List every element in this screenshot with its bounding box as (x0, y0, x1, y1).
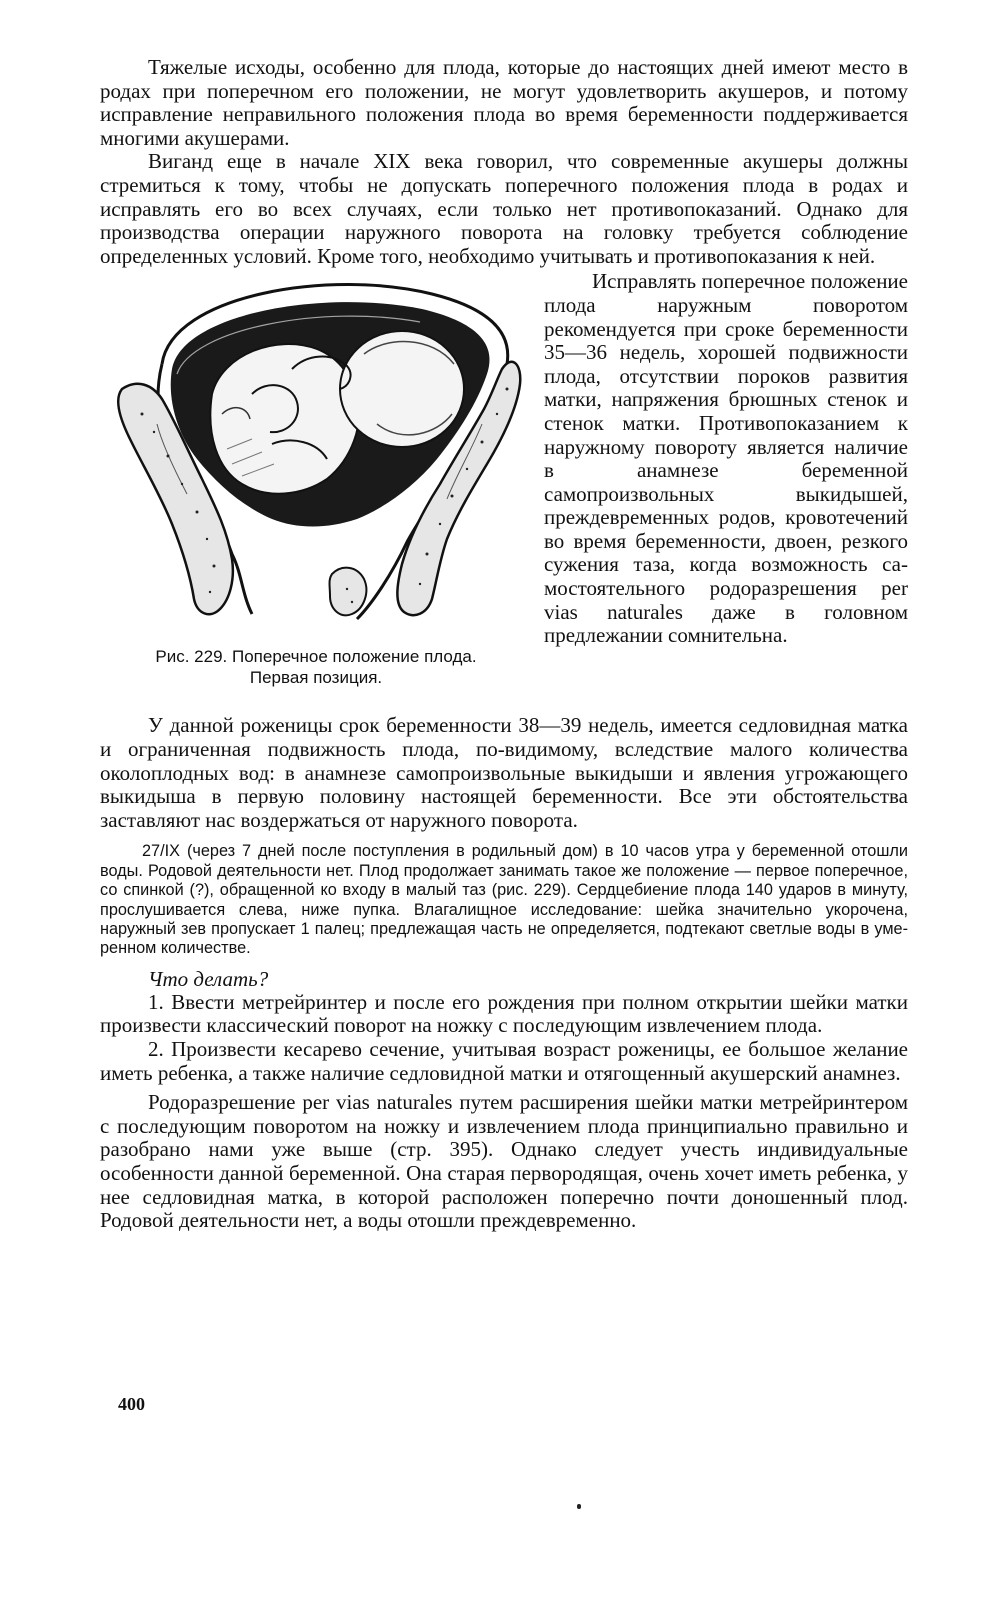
figure-229 (100, 274, 532, 714)
figure-caption (100, 646, 532, 688)
question-heading: Что делать? (148, 966, 269, 991)
paragraph-1: Тяжелые исходы, особенно для плода, которые до настоящих дней имеют место в родах при поперечном его положении, не могут удовлетворить акушеров, и потому исправление неправильного положения плода во время беременности поддерживается многими акушерами. (100, 55, 908, 150)
option-2: 2. Произвести кесарево сечение, учитывая возраст роженицы, ее большое желание иметь ребенка, а также наличие седловидной матки и отягощенный акушерский анамнез. (100, 1036, 908, 1085)
paragraph-5: 27/IX (через 7 дней после поступления в родильный дом) в 10 часов утра у беременной отошли воды. Родовой деятельности нет. Плод продолжает занимать такое же положение — первое поперечное, со спинкой (?), обращенной ко входу в малый таз (рис. 229). Сердцебиение плода 140 ударов в минуту, прослушивается слева, ниже пупка. Влагалищное исследование: шейка значительно укорочена, наружный зев пропускает 1 палец; предлежащая часть не определяется, подтекают светлые воды в умеренном количестве. (100, 842, 908, 958)
page-body (100, 56, 908, 1233)
paragraph-6: Родоразрешение per vias naturales путем расширения шейки матки метрейринтером с последующим поворотом на ножку и извлечением плода принципиально правильно и разобрано нами уже выше (стр. 395). Однако следует учесть индивидуальные особенности данной беременной. Она старая первородящая, очень хочет иметь ребенка, у нее седловидная матка, в которой расположен поперечно почти доношенный плод. Родовой деятельности нет, а воды отошли преждевременно. (100, 1090, 908, 1233)
options-list (100, 991, 908, 1085)
paragraph-3: Исправлять поперечное положение плода наружным поворотом рекомендуется при сроке беременности 35—36 недель, хорошей подвижности плода, отсутствии пороков развития матки, напряжения брюшных стенок и стенок матки. Противопоказанием к наружному повороту является наличие в анамнезе беременной самопроизвольных выкидышей, преждевременных родов, кровотечений во время беременности, двоен, резкого сужения таза, когда возможность самостоятельного родоразрешения per vias naturales даже в головном предлежании сомнительна. (544, 269, 908, 648)
caption-line-2: Первая позиция. (249, 668, 383, 688)
option-1: 1. Ввести метрейринтер и после его рождения при полном открытии шейки матки произвести классический поворот на ножку с последующим извлечением плода. (100, 989, 908, 1038)
caption-line-1: Рис. 229. Поперечное положение плода. (155, 647, 477, 667)
case-note (100, 842, 908, 958)
paragraph-4: У данной роженицы срок беременности 38—39 недель, имеется седловидная матка и ограниченная подвижность плода, по-видимому, вследствие малого количества околоплодных вод: в анамнезе самопроизвольные выкидыши и явления угрожающего выкидыша в первую половину настоящей беременности. Все эти обстоятельства заставляют нас воздержаться от наружного поворота. (100, 713, 908, 832)
paragraph-2: Виганд еще в начале XIX века говорил, что современные акушеры должны стремиться к тому, чтобы не допускать поперечного положения плода в родах и исправлять его во всех случаях, если только нет противопоказаний. Однако для производства операции наружного поворота на головку требуется соблюдение определенных условий. Кроме того, необходимо учитывать и противопоказания к ней. (100, 149, 908, 268)
transverse-fetus-illustration (102, 274, 522, 634)
page-number: 400 (118, 1394, 145, 1414)
ink-dot (577, 1504, 581, 1509)
